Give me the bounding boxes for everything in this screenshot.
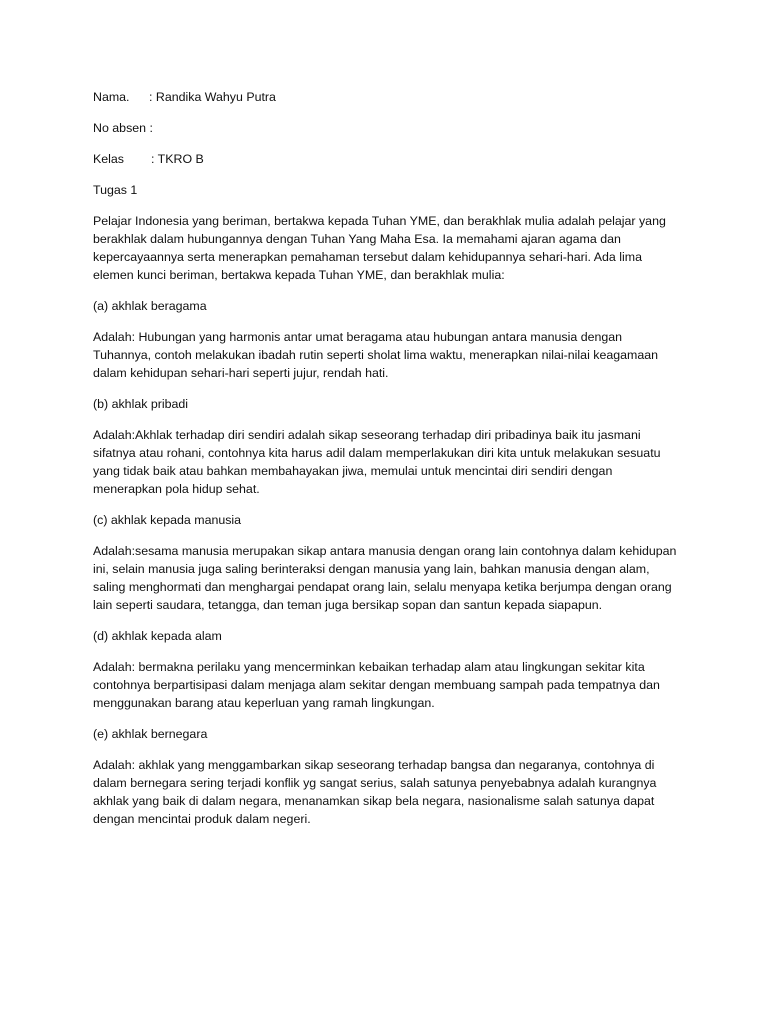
section-heading-d: (d) akhlak kepada alam bbox=[93, 629, 222, 643]
kelas-label: Kelas bbox=[93, 152, 124, 166]
tugas-title: Tugas 1 bbox=[93, 183, 138, 197]
section-body-a: Adalah: Hubungan yang harmonis antar umat beragama atau hubungan antara manusia dengan Tuhannya, contoh melakukan ibadah rutin seperti sholat lima waktu, menerapkan nilai-nilai keagamaan dalam kehidupan sehari-hari seperti jujur, rendah hati. bbox=[93, 330, 659, 380]
document-page bbox=[93, 88, 683, 841]
section-heading-b: (b) akhlak pribadi bbox=[93, 397, 189, 411]
kelas-value: : TKRO B bbox=[151, 152, 204, 166]
section-body-e: Adalah: akhlak yang menggambarkan sikap seseorang terhadap bangsa dan negaranya, contohnya di dalam bernegara sering terjadi konflik yg sangat serius, salah satunya penyebabnya adalah kurangnya akhlak yang baik di dalam negara, menanamkan sikap bela negara, nasionalisme salah satunya dapat dengan mencintai produk dalam negeri. bbox=[93, 758, 657, 826]
nama-row bbox=[93, 88, 683, 106]
section-heading-e: (e) akhlak bernegara bbox=[93, 727, 208, 741]
section-body-d: Adalah: bermakna perilaku yang mencerminkan kebaikan terhadap alam atau lingkungan sekitar kita contohnya berpartisipasi dalam menjaga alam sekitar dengan membuang sampah pada tempatnya dan menggunakan barang atau keperluan yang ramah lingkungan. bbox=[93, 660, 660, 710]
section-heading-a: (a) akhlak beragama bbox=[93, 299, 207, 313]
section-body-b: Adalah:Akhlak terhadap diri sendiri adalah sikap seseorang terhadap diri pribadinya baik itu jasmani sifatnya atau rohani, contohnya kita harus adil dalam memperlakukan diri kita untuk melakukan sesuatu yang tidak baik atau bahkan membahayakan jiwa, memulai untuk mencintai diri sendiri dengan menerapkan pola hidup sehat. bbox=[93, 428, 661, 496]
section-body-c: Adalah:sesama manusia merupakan sikap antara manusia dengan orang lain contohnya dalam kehidupan ini, selain manusia juga saling berinteraksi dengan manusia yang lain, bahkan manusia dengan alam, saling menghormati dan menghargai pendapat orang lain, selalu menyapa ketika berjumpa dengan orang lain seperti saudara, tetangga, dan teman juga bersikap sopan dan santun kepada siapapun. bbox=[93, 544, 677, 612]
intro-paragraph: Pelajar Indonesia yang beriman, bertakwa kepada Tuhan YME, dan berakhlak mulia adalah pelajar yang berakhlak dalam hubungannya dengan Tuhan Yang Maha Esa. Ia memahami ajaran agama dan kepercayaannya serta menerapkan pemahaman tersebut dalam kehidupannya sehari-hari. Ada lima elemen kunci beriman, bertakwa kepada Tuhan YME, dan berakhlak mulia: bbox=[93, 214, 666, 282]
absen-row bbox=[93, 119, 683, 137]
kelas-row bbox=[93, 150, 683, 168]
nama-label: Nama. bbox=[93, 90, 130, 104]
absen-label: No absen : bbox=[93, 121, 153, 135]
section-heading-c: (c) akhlak kepada manusia bbox=[93, 513, 242, 527]
nama-value: : Randika Wahyu Putra bbox=[149, 90, 276, 104]
